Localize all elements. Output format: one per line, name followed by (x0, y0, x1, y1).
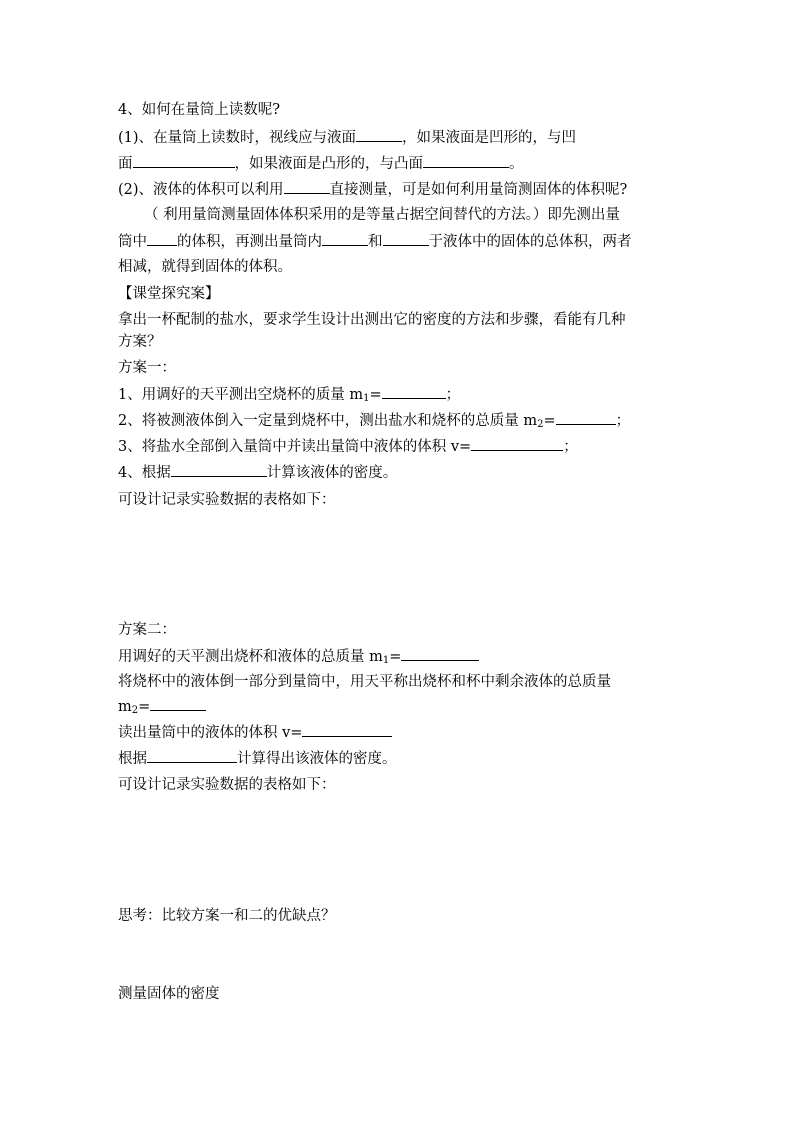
q4-part1-line1 (118, 127, 576, 148)
plan1-step2-eq: = (543, 413, 556, 429)
q4-method-line1 (144, 205, 620, 225)
q4-method-text-b: 筒中 (118, 234, 147, 250)
plan2-step2-sub: 2 (131, 705, 139, 716)
q4-part1-text-a: (1)、在量筒上读数时，视线应与液面 (118, 130, 357, 146)
q4-title (118, 100, 280, 120)
plan2-step2-eq: = (138, 699, 151, 715)
plan2-step4 (118, 748, 397, 769)
q4-method-text-e: 于液体中的固体的总体积，两者 (428, 234, 632, 250)
solid-density-text: 测量固体的密度 (118, 986, 220, 1002)
sight-line-blank[interactable] (356, 127, 402, 142)
think-question-text: 思考：比较方案一和二的优缺点？ (118, 908, 336, 924)
q4-method-text-f: 相减，就得到固体的体积。 (118, 259, 292, 275)
think-question (118, 906, 336, 926)
plan2-step1-eq: = (389, 649, 402, 665)
plan2-step3 (118, 722, 392, 743)
q4-title-text: 4、如何在量筒上读数呢? (118, 102, 280, 118)
measure-tool-blank[interactable] (284, 179, 330, 194)
q4-method-line3 (118, 257, 292, 277)
total-mass-blank[interactable] (556, 410, 616, 425)
q4-part1-text-c: 面 (118, 156, 133, 172)
q4-method-text-d: 和 (368, 234, 383, 250)
plan1-step2-sub: 2 (537, 419, 544, 430)
plan1-table-note (118, 490, 336, 510)
plan1-step1-eq: = (369, 387, 382, 403)
q4-part1-text-d: ，如果液面是凸形的，与凸面 (234, 156, 423, 172)
plan1-step4-text-b: 计算该液体的密度。 (266, 465, 398, 481)
plan2-formula-blank[interactable] (147, 748, 237, 763)
formula-blank[interactable] (171, 462, 267, 477)
cylinder-content-blank[interactable] (147, 231, 177, 246)
q4-part1-text-b: ，如果液面是凹形的，与凹 (402, 130, 577, 146)
plan2-table-note-text: 可设计记录实验数据的表格如下： (118, 777, 336, 793)
plan2-step1 (118, 646, 479, 671)
q4-part2-text-b: 直接测量，可是如何利用量筒测固体的体积呢? (329, 182, 628, 198)
plan2-step2-line1 (118, 672, 611, 692)
section-intro-text1: 拿出一杯配制的盐水，要求学生设计出测出它的密度的方法和步骤，看能有几种 (118, 312, 626, 328)
plan2-step2-line2 (118, 696, 206, 721)
plan1-step3 (118, 436, 578, 457)
plan2-step1-text: 用调好的天平测出烧杯和液体的总质量 m (118, 649, 383, 665)
plan1-step1-end: ； (445, 387, 461, 403)
plan2-step1-sub: 1 (382, 655, 390, 666)
liquid-volume-blank[interactable] (471, 436, 563, 451)
plan2-step3-text: 读出量筒中的液体的体积 v= (118, 725, 303, 741)
plan2-title (118, 620, 176, 640)
empty-beaker-mass-blank[interactable] (382, 384, 446, 399)
plan2-title-text: 方案二： (118, 622, 176, 638)
plan1-step2-text: 2、将被测液体倒入一定量到烧杯中，测出盐水和烧杯的总质量 m (118, 413, 538, 429)
section-heading (118, 284, 220, 304)
cylinder-volume-blank[interactable] (302, 722, 392, 737)
solid-density-heading (118, 984, 220, 1004)
plan2-step4-text-a: 根据 (118, 751, 147, 767)
immersed-blank[interactable] (383, 231, 429, 246)
q4-method-text-c: 的体积，再测出量筒内 (177, 234, 322, 250)
plan2-step2-m: m (118, 699, 132, 715)
plan1-step2 (118, 410, 630, 435)
beaker-liquid-mass-blank[interactable] (401, 646, 479, 661)
q4-method-text-a: （ 利用量筒测量固体体积采用的是等量占据空间替代的方法。）即先测出量 (144, 207, 620, 223)
cylinder-inner-blank[interactable] (322, 231, 368, 246)
plan1-step4 (118, 462, 397, 483)
plan1-step1-sub: 1 (363, 393, 370, 404)
q4-part2 (118, 179, 627, 200)
plan2-table-note (118, 775, 336, 795)
plan1-step1-text: 1、用调好的天平测出空烧杯的质量 m (118, 387, 364, 403)
section-heading-text: 【课堂探究案】 (118, 286, 220, 302)
plan1-step3-text: 3、将盐水全部倒入量筒中并读出量筒中液体的体积 v= (118, 439, 472, 455)
plan1-title (118, 358, 176, 378)
section-intro-text2: 方案？ (118, 334, 162, 350)
plan1-title-text: 方案一： (118, 360, 176, 376)
q4-part2-text-a: (2)、液体的体积可以利用 (118, 182, 284, 198)
plan1-step2-end: ； (615, 413, 631, 429)
section-intro-line2 (118, 332, 162, 352)
plan2-step4-text-b: 计算得出该液体的密度。 (237, 751, 397, 767)
plan1-step4-text-a: 4、根据 (118, 465, 171, 481)
q4-method-line2 (118, 231, 632, 252)
plan1-step1 (118, 384, 460, 409)
q4-part1-text-e: 。 (509, 156, 524, 172)
convex-blank[interactable] (423, 153, 509, 168)
plan1-table-note-text: 可设计记录实验数据的表格如下： (118, 492, 336, 508)
q4-part1-line2 (118, 153, 524, 174)
section-intro-line1 (118, 310, 626, 330)
remaining-mass-blank[interactable] (150, 696, 206, 711)
concave-blank[interactable] (133, 153, 235, 168)
plan1-step3-end: ； (563, 439, 578, 455)
plan2-step2-text: 将烧杯中的液体倒一部分到量筒中，用天平称出烧杯和杯中剩余液体的总质量 (118, 674, 611, 690)
